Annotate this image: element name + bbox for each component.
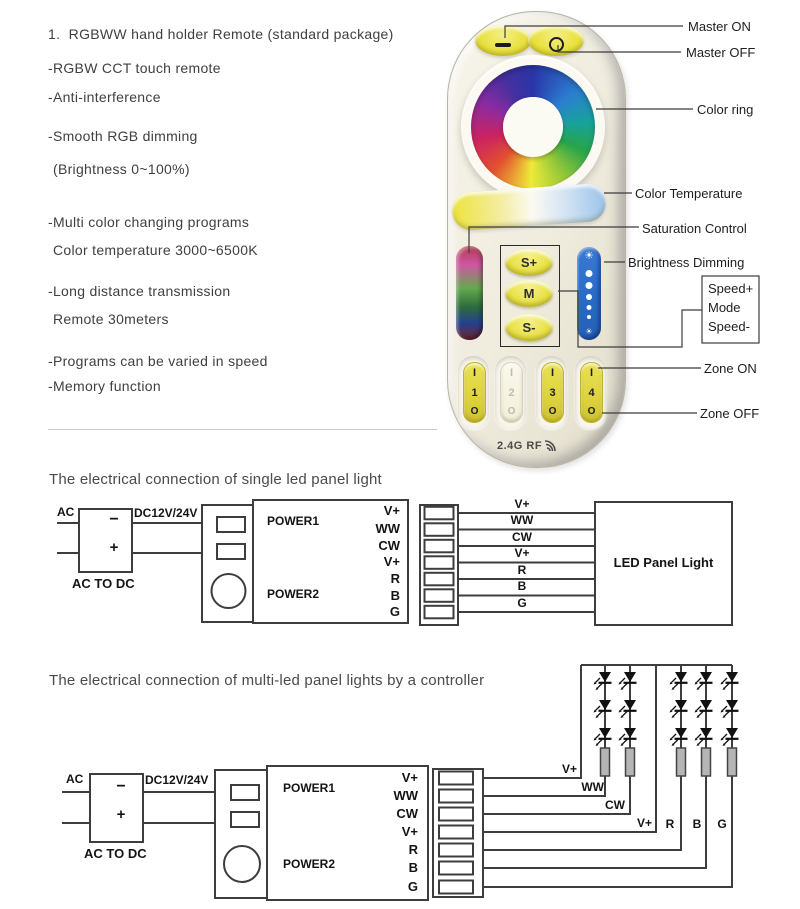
annotation-lines: [469, 26, 759, 413]
d1-out: R: [390, 571, 400, 586]
d1-minus: −: [109, 511, 119, 528]
zone-number: 4: [588, 386, 595, 399]
d2-wire-label: R: [665, 817, 675, 831]
diagram1-title: The electrical connection of single led panel light: [49, 471, 382, 488]
zone-number: 3: [549, 386, 556, 399]
master-on-line: [505, 26, 683, 38]
d2-ac-to-dc: AC TO DC: [84, 846, 147, 861]
label-master-on: Master ON: [688, 19, 751, 34]
d1-out: B: [390, 588, 400, 603]
zone-on-mark: I: [472, 367, 477, 379]
d2-power2: POWER2: [283, 857, 336, 871]
d2-plus: +: [116, 806, 126, 823]
mode-button[interactable]: M: [505, 280, 553, 307]
label-color-temperature: Color Temperature: [635, 186, 743, 201]
d2-wire-label: V+: [561, 762, 577, 776]
d1-wire-label: B: [517, 579, 527, 593]
feature-item: (Brightness 0~100%): [53, 161, 190, 177]
feature-item: -Memory function: [48, 378, 161, 394]
d2-out: R: [408, 842, 418, 857]
d1-wire-label: CW: [512, 530, 532, 544]
zone-on-mark: I: [509, 367, 514, 379]
zone-off-mark: O: [470, 406, 479, 417]
label-speed-plus: Speed+: [708, 281, 754, 296]
sun-dim-icon: ☀: [585, 327, 593, 336]
led-symbols: [594, 672, 739, 746]
feature-item: -Programs can be varied in speed: [48, 353, 268, 369]
feature-item: -Smooth RGB dimming: [48, 128, 198, 144]
d2-out: G: [407, 879, 418, 894]
d2-wire-label: B: [692, 817, 702, 831]
zone-on-mark: I: [589, 367, 594, 379]
d1-out: WW: [375, 521, 400, 536]
feature-item: -Long distance transmission: [48, 283, 231, 299]
label-zone-off: Zone OFF: [700, 406, 760, 421]
speed-box-line: [558, 291, 702, 347]
label-speed-minus: Speed-: [708, 319, 750, 334]
d1-wire-label: V+: [514, 497, 530, 511]
d2-wire-label: G: [717, 817, 727, 831]
d1-wire-label: WW: [510, 513, 534, 527]
rf-label: 2.4G RF: [497, 440, 543, 452]
diagram2-title: The electrical connection of multi-led panel lights by a controller: [49, 672, 485, 689]
d1-dc-label: DC12V/24V: [134, 506, 198, 520]
d2-out: B: [408, 860, 418, 875]
feature-item: -Multi color changing programs: [48, 214, 250, 230]
d1-wire-label: R: [517, 563, 527, 577]
d2-out: CW: [396, 806, 418, 821]
d1-wire-label: G: [517, 596, 527, 610]
d2-power1: POWER1: [283, 781, 336, 795]
d1-ac-to-dc: AC TO DC: [72, 576, 135, 591]
master-off-line: [558, 45, 681, 52]
zone-on-mark: I: [550, 367, 555, 379]
zone-off-mark: O: [587, 406, 596, 417]
label-brightness-dimming: Brightness Dimming: [628, 255, 745, 270]
d2-minus: −: [116, 778, 126, 795]
d1-power2: POWER2: [267, 587, 320, 601]
feature-item: -Anti-interference: [48, 89, 161, 105]
d2-wire-label: V+: [636, 816, 652, 830]
d1-power1: POWER1: [267, 514, 320, 528]
label-color-ring: Color ring: [697, 102, 754, 117]
d1-ac-label: AC: [57, 505, 75, 519]
sun-bright-icon: ☀: [584, 250, 594, 262]
d1-wire-label: V+: [514, 546, 530, 560]
d2-out: V+: [401, 824, 418, 839]
d1-out: G: [389, 604, 400, 619]
zone-number: 2: [508, 386, 515, 399]
feature-item: Color temperature 3000~6500K: [53, 242, 258, 258]
speed-plus-button[interactable]: S+: [505, 249, 553, 276]
d1-led-panel-label: LED Panel Light: [613, 555, 714, 570]
d1-out: V+: [383, 503, 400, 518]
d2-ac-label: AC: [66, 772, 84, 786]
wifi-icon: [545, 441, 555, 451]
d1-plus: +: [109, 539, 119, 556]
d1-out: CW: [378, 538, 400, 553]
label-saturation-control: Saturation Control: [642, 221, 747, 236]
zone-off-mark: O: [548, 406, 557, 417]
d2-wire-label: CW: [605, 798, 625, 812]
feature-item: Remote 30meters: [53, 311, 169, 327]
saturation-line: [469, 227, 639, 253]
speed-minus-button[interactable]: S-: [505, 314, 553, 341]
zone-number: 1: [471, 386, 478, 399]
resistors: [601, 748, 737, 776]
zone-off-mark: O: [507, 406, 516, 417]
label-master-off: Master OFF: [686, 45, 756, 60]
d2-out: WW: [393, 788, 418, 803]
d2-dc-label: DC12V/24V: [145, 773, 209, 787]
d2-out: V+: [401, 770, 418, 785]
feature-heading: 1. RGBWW hand holder Remote (standard package): [48, 26, 394, 42]
d1-out: V+: [383, 554, 400, 569]
label-zone-on: Zone ON: [704, 361, 757, 376]
d2-wire-label: WW: [581, 780, 604, 794]
label-speed-mode: Mode: [708, 300, 741, 315]
feature-item: -RGBW CCT touch remote: [48, 60, 221, 76]
